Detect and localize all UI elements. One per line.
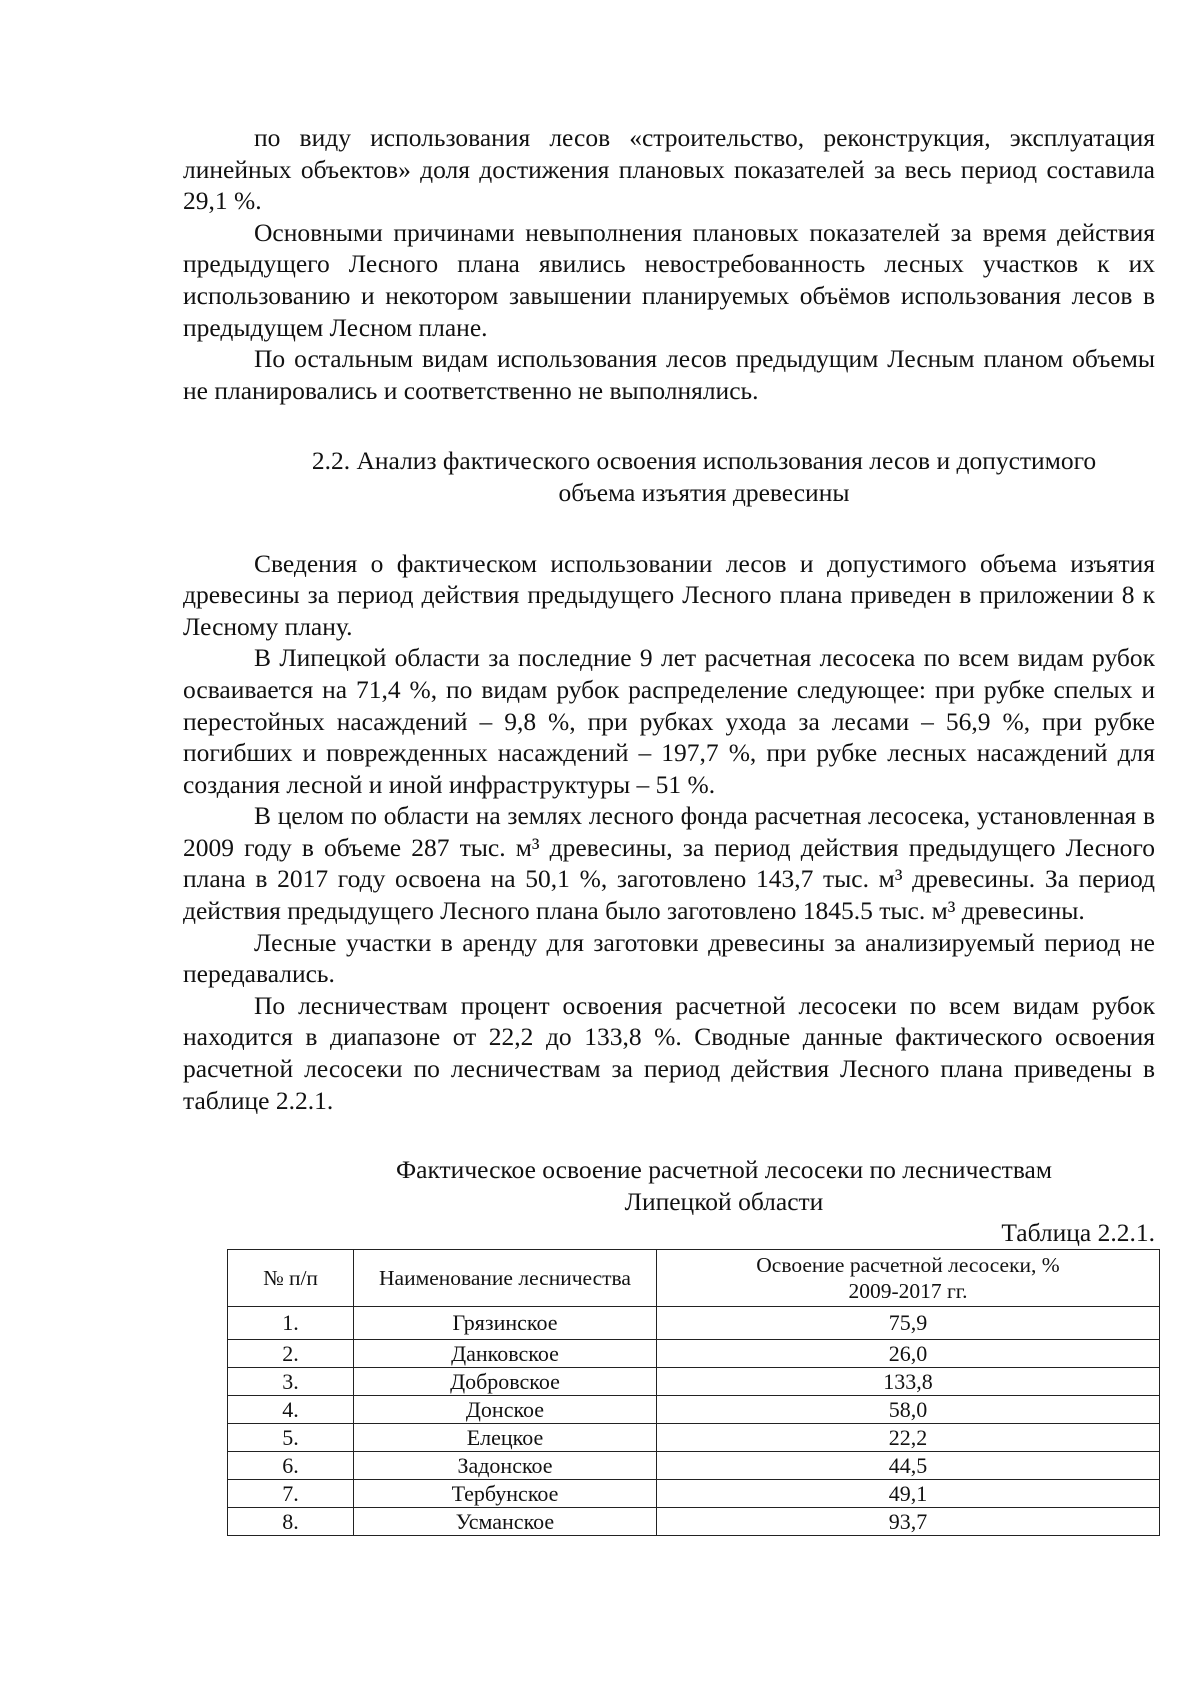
- table-title-line2: Липецкой области: [624, 1186, 824, 1216]
- row-value: 26,0: [657, 1340, 1160, 1368]
- header-name: Наименование лесничества: [354, 1250, 657, 1307]
- header-value: [657, 1250, 1160, 1307]
- row-num: 7.: [228, 1480, 354, 1508]
- row-num: 6.: [228, 1452, 354, 1480]
- row-name: Данковское: [354, 1340, 657, 1368]
- table-row: [228, 1508, 1160, 1536]
- row-num: 3.: [228, 1368, 354, 1396]
- table-row: [228, 1396, 1160, 1424]
- document-content: [183, 122, 1155, 1536]
- row-name: Тербунское: [354, 1480, 657, 1508]
- row-name: Задонское: [354, 1452, 657, 1480]
- row-name: Добровское: [354, 1368, 657, 1396]
- paragraph-reasons: Основными причинами невыполнения плановых показателей за время действия предыдущего Лесного плана явились невостребованность лесных участков к их использованию и некотором завышении планируемых объёмов использования лесов в предыдущем Лесном плане.: [183, 217, 1155, 342]
- row-num: 1.: [228, 1307, 354, 1340]
- section-heading-line2: объема изъятия древесины: [558, 477, 850, 507]
- row-num: 8.: [228, 1508, 354, 1536]
- header-value-line1: Освоение расчетной лесосеки, %: [756, 1253, 1060, 1277]
- row-name: Донское: [354, 1396, 657, 1424]
- table-row: [228, 1424, 1160, 1452]
- row-name: Грязинское: [354, 1307, 657, 1340]
- row-value: 44,5: [657, 1452, 1160, 1480]
- header-value-line2: 2009-2017 гг.: [848, 1279, 968, 1303]
- row-value: 133,8: [657, 1368, 1160, 1396]
- paragraph-linear-objects: по виду использования лесов «строительство, реконструкция, эксплуатация линейных объектов» доля достижения плановых показателей за весь период составила 29,1 %.: [183, 123, 1155, 216]
- forestry-table: [227, 1249, 1160, 1536]
- paragraph-forestry-range: По лесничествам процент освоения расчетной лесосеки по всем видам рубок находится в диапазоне от 22,2 до 133,8 %. Сводные данные фактического освоения расчетной лесосеки по лесничествам за период действия Лесного плана приведены в таблице 2.2.1.: [183, 990, 1155, 1115]
- table-row: [228, 1452, 1160, 1480]
- row-value: 75,9: [657, 1307, 1160, 1340]
- row-value: 49,1: [657, 1480, 1160, 1508]
- section-heading-line1: 2.2. Анализ фактического освоения использования лесов и допустимого: [311, 446, 1097, 476]
- table-row: [228, 1368, 1160, 1396]
- header-num: № п/п: [228, 1250, 354, 1307]
- paragraph-harvest-rates: В Липецкой области за последние 9 лет расчетная лесосека по всем видам рубок осваивается на 71,4 %, по видам рубок распределение следующее: при рубке спелых и перестойных насаждений – 9,8 %, при рубках ухода за лесами – 56,9 %, при рубке погибших и поврежденных насаждений – 197,7 %, при рубке лесных насаждений для создания лесной и иной инфраструктуры – 51 %.: [183, 643, 1155, 799]
- table-row: [228, 1307, 1160, 1340]
- row-value: 93,7: [657, 1508, 1160, 1536]
- table-label: Таблица 2.2.1.: [1001, 1218, 1155, 1248]
- row-value: 22,2: [657, 1424, 1160, 1452]
- spacer: [183, 509, 1155, 548]
- table-header-row: [228, 1250, 1160, 1307]
- paragraph-region-summary: В целом по области на землях лесного фонда расчетная лесосека, установленная в 2009 году в объеме 287 тыс. м³ древесины, за период действия предыдущего Лесного плана в 2017 году освоена на 50,1 %, заготовлено 143,7 тыс. м³ древесины. За период действия предыдущего Лесного плана было заготовлено 1845.5 тыс. м³ древесины.: [183, 801, 1155, 926]
- row-num: 5.: [228, 1424, 354, 1452]
- paragraph-other-uses: По остальным видам использования лесов предыдущим Лесным планом объемы не планировались и соответственно не выполнялись.: [183, 344, 1155, 405]
- row-name: Усманское: [354, 1508, 657, 1536]
- row-value: 58,0: [657, 1396, 1160, 1424]
- table-row: [228, 1480, 1160, 1508]
- row-num: 4.: [228, 1396, 354, 1424]
- table-row: [228, 1340, 1160, 1368]
- paragraph-appendix-reference: Сведения о фактическом использовании лесов и допустимого объема изъятия древесины за период действия предыдущего Лесного плана приведен в приложении 8 к Лесному плану.: [183, 548, 1155, 641]
- row-num: 2.: [228, 1340, 354, 1368]
- spacer: [183, 406, 1155, 445]
- spacer: [183, 1116, 1155, 1154]
- row-name: Елецкое: [354, 1424, 657, 1452]
- paragraph-lease: Лесные участки в аренду для заготовки древесины за анализируемый период не передавались.: [183, 927, 1155, 989]
- table-title-line1: Фактическое освоение расчетной лесосеки по лесничествам: [396, 1155, 1052, 1185]
